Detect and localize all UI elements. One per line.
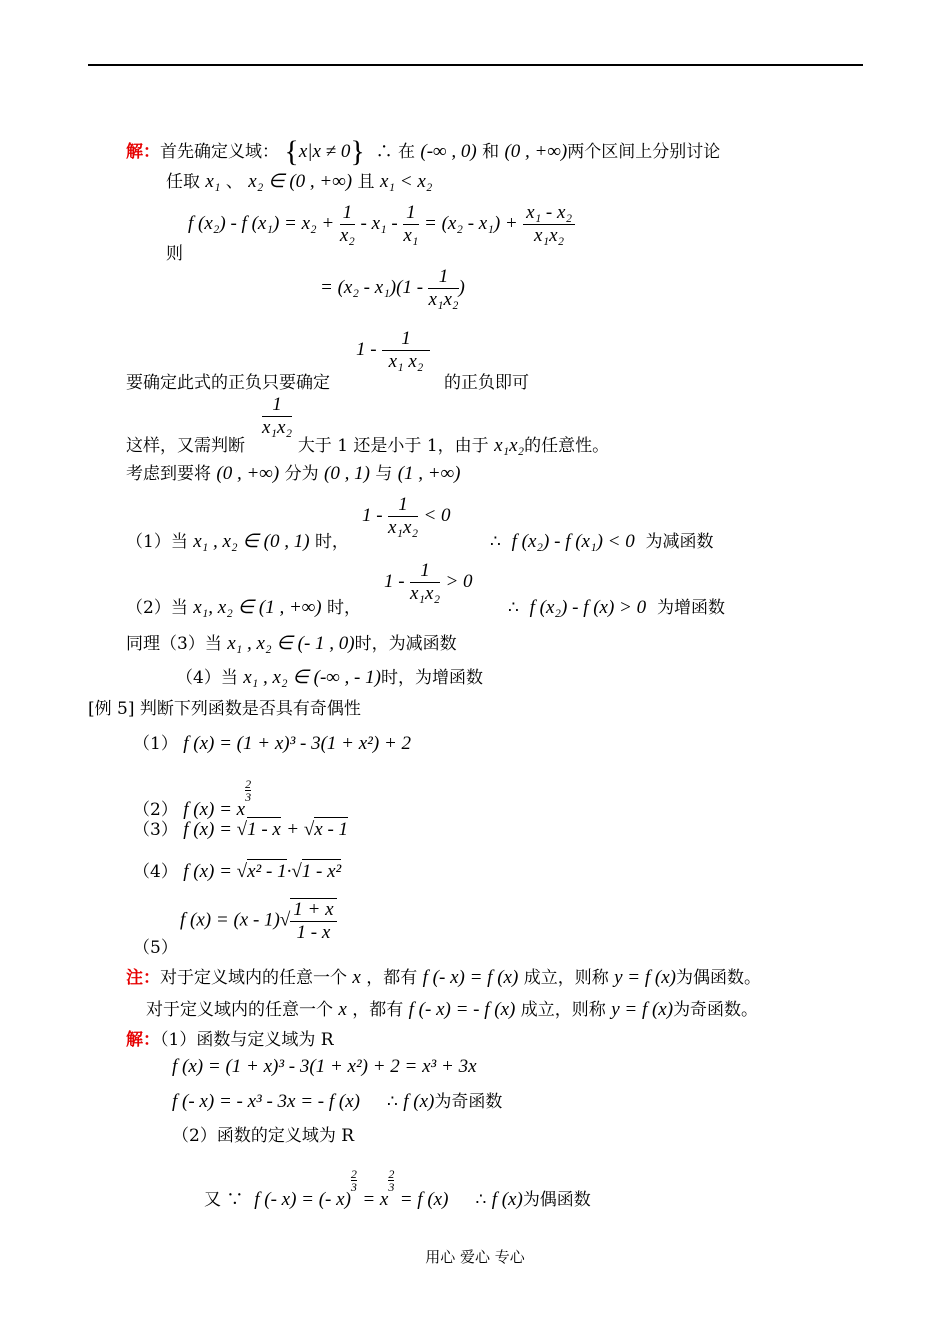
text: 首先确定义域： [160,142,279,162]
math: f (x) = √ [183,861,248,882]
math: = x [362,1189,389,1210]
exponent-fraction [245,778,251,803]
case1-line [126,530,349,554]
math: f (- x) = f (x) [422,967,519,988]
math: f (x₂) - f (x₁) < 0 [511,531,635,552]
case2-conclusion [508,596,725,620]
denominator: x₁x₂ [262,417,293,438]
text: （1）函数与定义域为 R [160,1030,334,1050]
math: f (x) = (x - 1)√ [180,909,291,931]
text: （2） [133,800,178,820]
split-line [126,462,461,486]
text: 成立，则称 [523,968,609,988]
math: 1 - [384,571,405,592]
case1-inequality [362,494,451,539]
solution-1-line [126,1028,334,1052]
math: f (x) [491,1189,523,1210]
fraction-stack [262,394,292,439]
fraction [523,202,575,247]
exponent-fraction [351,1168,357,1193]
text: 要确定此式的正负只要确定 [126,373,330,393]
text: 和 [482,142,500,162]
text: 为偶函数。 [675,968,761,988]
numerator: 1 [382,328,430,351]
text: ∵ [226,1190,244,1210]
text: （2）当 [126,598,188,618]
case2-inequality [384,560,473,605]
numerator: 1 [410,560,440,583]
text: 为奇函数 [434,1092,503,1112]
header-rule [88,64,863,66]
numerator: 1 [262,394,292,417]
text: 且 [357,172,375,192]
text: ∴ [490,532,501,552]
problem-5-number: （5） [133,938,178,958]
text: 为减函数 [645,532,714,552]
text: 这样，又需判断 [126,436,245,456]
denominator: 3 [388,1180,395,1194]
math: f (x) = (1 + x)³ - 3(1 + x²) + 2 = x³ + 3x [172,1056,477,1077]
domain-line [126,135,721,168]
text: ，都有 [352,1000,404,1020]
text: 的正负即可 [444,373,529,393]
radicand: 1 - x [247,819,281,840]
solution-expansion [172,1055,477,1079]
math: x₁ , x₂ ∈ (0 , 1) [193,531,310,552]
numerator: 1 [403,202,419,225]
math: ·√ [286,861,302,882]
radicand: x - 1 [314,819,349,840]
solution-2-line: （2）函数的定义域为 R [172,1126,355,1146]
text: 又 [204,1190,221,1210]
math: = (x₂ - x₁)(1 - [320,277,424,298]
problem-1 [133,732,411,756]
solution-even-check [204,1168,591,1212]
text: 时，为增函数 [380,668,483,688]
text: 、 [225,172,243,192]
problem-2 [133,778,251,822]
math: x₂ ∈ (0 , +∞) [248,171,353,192]
case1-conclusion [490,530,714,554]
math: x₁ , x₂ ∈ (-∞ , - 1) [243,667,381,688]
math: f (x₂) - f (x) > 0 [529,597,647,618]
text: 为奇函数。 [673,1000,759,1020]
math: ) [458,277,465,298]
numerator: 1 [428,266,458,289]
text: ∴ [475,1190,487,1210]
text: （3） [133,820,178,840]
denominator: x₁x₂ [387,517,419,538]
interval-pos: (0 , +∞) [504,141,568,162]
text: ∴ 在 [375,142,415,162]
fraction [403,202,419,247]
math: f (x) = √ [183,819,248,840]
denominator: x₂ [339,225,355,246]
expression-1-minus [356,328,430,373]
math: f (- x) = - f (x) [408,999,516,1020]
math: (1 , +∞) [397,463,461,484]
problem-4 [133,860,341,884]
math: x₁, x₂ ∈ (1 , +∞) [193,597,322,618]
math: (0 , +∞) [216,463,280,484]
fraction [410,560,440,605]
fraction [262,394,292,439]
numerator: 1 [340,202,356,225]
math: 1 - [356,339,377,360]
text: 的任意性。 [524,436,610,456]
math: f (- x) = (- x) [254,1189,351,1210]
exponent-fraction [388,1168,394,1193]
fraction [388,494,418,539]
math: f (x) = (1 + x)³ - 3(1 + x²) + 2 [183,733,412,754]
math: = (x₂ - x₁) + [424,213,518,234]
text: ∴ [508,598,519,618]
denominator: 3 [350,1180,357,1194]
text: 同理（3）当 [126,634,222,654]
text-then: 则 [166,244,183,264]
math: x₁ [205,171,221,192]
math: < 0 [423,505,451,526]
case3-line [126,632,457,656]
domain-set: {x|x ≠ 0} [284,135,365,168]
solution-odd-check [172,1090,502,1114]
problem-5 [180,898,337,944]
problem-3 [133,818,348,842]
difference-equation [188,202,575,247]
math: > 0 [445,571,473,592]
math: = f (x) [399,1189,449,1210]
math: y = f (x) [614,967,676,988]
fraction [382,328,430,373]
denominator: 1 - x [296,922,331,943]
judge-line [126,434,609,458]
choose-line [166,170,432,194]
example-5-heading: [例 5] 判断下列函数是否具有奇偶性 [88,699,361,719]
solution-label: 解： [126,142,160,162]
text: 大于 1 还是小于 1，由于 [297,436,489,456]
text: 时，为减函数 [354,634,457,654]
text: 分为 [284,464,319,484]
text: 与 [375,464,393,484]
text: 两个区间上分别讨论 [567,142,721,162]
numerator: x₁ - x₂ [523,202,575,225]
case4-line [176,666,483,690]
numerator: 1 [388,494,418,517]
math: f (x) = x [183,799,246,820]
radicand: x² - 1 [247,861,287,882]
note-even [126,966,761,990]
text: （4）当 [176,668,238,688]
solution-label: 解： [126,1030,160,1050]
text: 成立，则称 [520,1000,606,1020]
math: + √ [286,819,315,840]
denominator: x₁x₂ [534,225,565,246]
text: ，都有 [366,968,418,988]
page-footer: 用心 爱心 专心 [425,1248,525,1266]
math: f (x₂) - f (x₁) = x₂ + [188,213,335,234]
fraction [428,266,458,311]
case2-line [126,596,361,620]
text: 为偶函数 [522,1190,591,1210]
interval-neg: (-∞ , 0) [420,141,477,162]
text: 时， [327,598,362,618]
denominator: x₁x₂ [409,583,441,604]
text: 对于定义域内的任意一个 [146,1000,333,1020]
numerator: 2 [350,1167,357,1181]
math: x [338,999,347,1020]
text: 为增函数 [656,598,725,618]
math: x₁x₂ [494,435,525,456]
denominator: x₁ x₂ [388,351,424,372]
fraction [340,202,356,247]
math: f (x) [403,1091,435,1112]
math: 1 - [362,505,383,526]
note-odd [146,998,758,1022]
math: y = f (x) [611,999,674,1020]
numerator: 2 [245,777,252,791]
text: 考虑到要将 [126,464,211,484]
numerator: 1 + x [290,899,336,922]
math: - x₁ - [360,213,398,234]
math: f (- x) = - x³ - 3x = - f (x) [172,1091,360,1112]
fraction [290,898,336,944]
math: x₁ , x₂ ∈ (- 1 , 0) [227,633,355,654]
text: （1）当 [126,532,188,552]
text: ∴ [387,1092,398,1112]
denominator: x₁x₂ [428,289,459,310]
math: (0 , 1) [324,463,370,484]
text: （4） [133,862,178,882]
factored-equation [320,266,465,311]
numerator: 2 [388,1167,395,1181]
note-label: 注： [126,968,160,988]
denominator: x₁ [403,225,419,246]
text: （1） [133,734,178,754]
math: x [352,967,361,988]
denominator: 3 [245,790,252,804]
text: 任取 [166,172,200,192]
math: x₁ < x₂ [379,171,433,192]
text: 对于定义域内的任意一个 [160,968,347,988]
text: 时， [314,532,349,552]
radicand: 1 - x² [301,861,342,882]
set-expr: x|x ≠ 0 [298,141,351,162]
